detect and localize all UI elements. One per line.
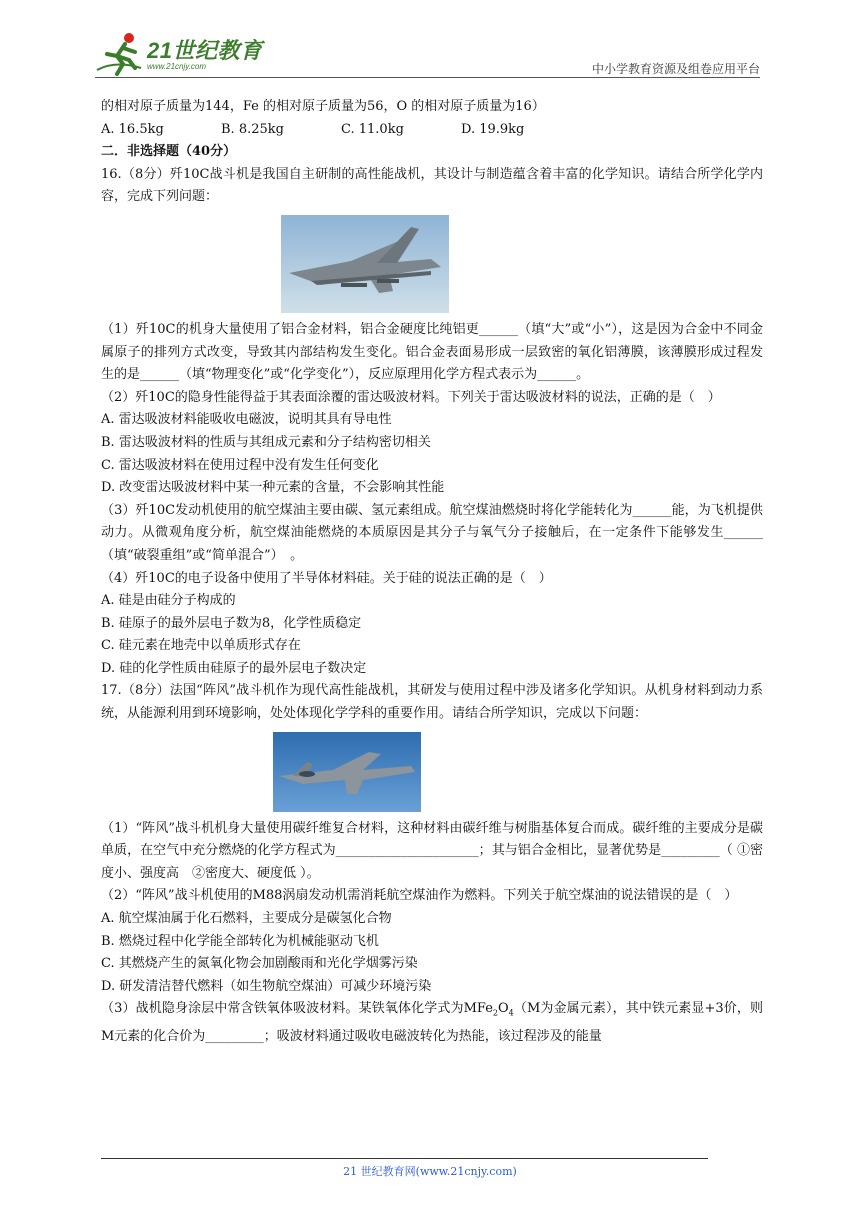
q17-3-sub1: 2 (492, 1009, 498, 1018)
q17-part3 (101, 998, 763, 1048)
q16-2-option-c: C. 雷达吸波材料在使用过程中没有发生任何变化 (101, 457, 379, 473)
q17-2-option-d: D. 研发清洁替代燃料（如生物航空煤油）可减少环境污染 (101, 978, 432, 994)
q16-part1: （1）歼10C的机身大量使用了铝合金材料，铝合金硬度比纯铝更______（填“大”或“小”），这是因为合金中不同金属原子的排列方式改变，导致其内部结构发生变化。铝合金表面易形成一层致密的氧化铝薄膜，该薄膜形成过程发生的是______（填“物理变化”或“化学变化”），反应原理用化学方程式表示为______。 (101, 321, 763, 383)
section-2-title: 二．非选择题（40分） (101, 144, 237, 160)
q17-part2: （2）“阵风”战斗机使用的M88涡扇发动机需消耗航空煤油作为燃料。下列关于航空煤油的说法错误的是（ ） (101, 888, 738, 904)
q17-2-option-c: C. 其燃烧产生的氮氧化物会加剧酸雨和光化学烟雾污染 (101, 956, 418, 972)
logo-text: 21世纪教育 (147, 38, 263, 63)
page-header (95, 30, 760, 78)
q15-option-d: D. 19.9kg (461, 121, 525, 137)
q17-2-option-b: B. 燃烧过程中化学能全部转化为机械能驱动飞机 (101, 933, 379, 949)
q16-part2: （2）歼10C的隐身性能得益于其表面涂覆的雷达吸波材料。下列关于雷达吸波材料的说法，正确的是（ ） (101, 389, 721, 405)
q15-option-c: C. 11.0kg (341, 121, 404, 137)
j10c-fighter-image (281, 215, 449, 313)
q17-part1: （1）“阵风”战斗机机身大量使用碳纤维复合材料，这种材料由碳纤维与树脂基体复合而成。碳纤维的主要成分是碳单质，在空气中充分燃烧的化学方程式为______________________；其与铝合金相比，显著优势是_________（ ①密度小、强度高 ②密度大、硬度低 ）。 (101, 820, 763, 881)
q16-part3: （3）歼10C发动机使用的航空煤油主要由碳、氢元素组成。航空煤油燃烧时将化学能转化为______能，为飞机提供动力。从微观角度分析，航空煤油能燃烧的本质原因是其分子与氧气分子接触后，在一定条件下能够发生______（填“破裂重组”或“简单混合”） 。 (101, 502, 763, 563)
q16-4-option-b: B. 硅原子的最外层电子数为8，化学性质稳定 (101, 615, 362, 631)
document-body (101, 96, 763, 1048)
q17-intro: 17.（8分）法国“阵风”战斗机作为现代高性能战机，其研发与使用过程中涉及诸多化学知识。从机身材料到动力系统，从能源利用到环境影响，处处体现化学学科的重要作用。请结合所学知识，完成以下问题： (101, 683, 763, 722)
q17-3-sub2: 4 (508, 1009, 514, 1018)
q15-option-b: B. 8.25kg (221, 121, 284, 137)
q17-3-mid: O (498, 1001, 509, 1017)
site-logo[interactable] (95, 30, 265, 78)
q16-4-option-a: A. 硅是由硅分子构成的 (101, 593, 236, 609)
q16-part4: （4）歼10C的电子设备中使用了半导体材料硅。关于硅的说法正确的是（ ） (101, 570, 552, 586)
q17-3-text-b: （M为金属元素），其中铁元素显+3价，则M元素的化合价为_________；吸波材料通过吸收电磁波转化为热能，该过程涉及的能量 (101, 1001, 763, 1044)
q16-4-option-d: D. 硅的化学性质由硅原子的最外层电子数决定 (101, 660, 367, 676)
q16-2-option-d: D. 改变雷达吸波材料中某一种元素的含量，不会影响其性能 (101, 480, 445, 496)
footer-link[interactable]: 21 世纪教育网(www.21cnjy.com) (343, 1165, 517, 1178)
footer-divider (101, 1158, 708, 1159)
q15-tail: 的相对原子质量为144，Fe 的相对原子质量为56，O 的相对原子质量为16） (101, 99, 545, 114)
q15-options (101, 119, 763, 142)
platform-title: 中小学教育资源及组卷应用平台 (591, 62, 760, 76)
logo-url: www.21cnjy.com (147, 62, 206, 71)
q17-3-text-a: （3）战机隐身涂层中常含铁氧体吸波材料。某铁氧体化学式为MFe (101, 1001, 493, 1017)
q17-2-option-a: A. 航空煤油属于化石燃料，主要成分是碳氢化合物 (101, 911, 392, 927)
q16-2-option-b: B. 雷达吸波材料的性质与其组成元素和分子结构密切相关 (101, 434, 431, 450)
header-divider (95, 77, 760, 78)
rafale-fighter-image (273, 732, 421, 812)
q16-4-option-c: C. 硅元素在地壳中以单质形式存在 (101, 638, 301, 654)
q16-intro: 16.（8分）歼10C战斗机是我国自主研制的高性能战机，其设计与制造蕴含着丰富的化学知识。请结合所学化学内容，完成下列问题： (101, 166, 763, 205)
q15-option-a: A. 16.5kg (101, 121, 164, 137)
q16-2-option-a: A. 雷达吸波材料能吸收电磁波，说明其具有导电性 (101, 412, 392, 428)
runner-logo-icon (95, 30, 145, 76)
